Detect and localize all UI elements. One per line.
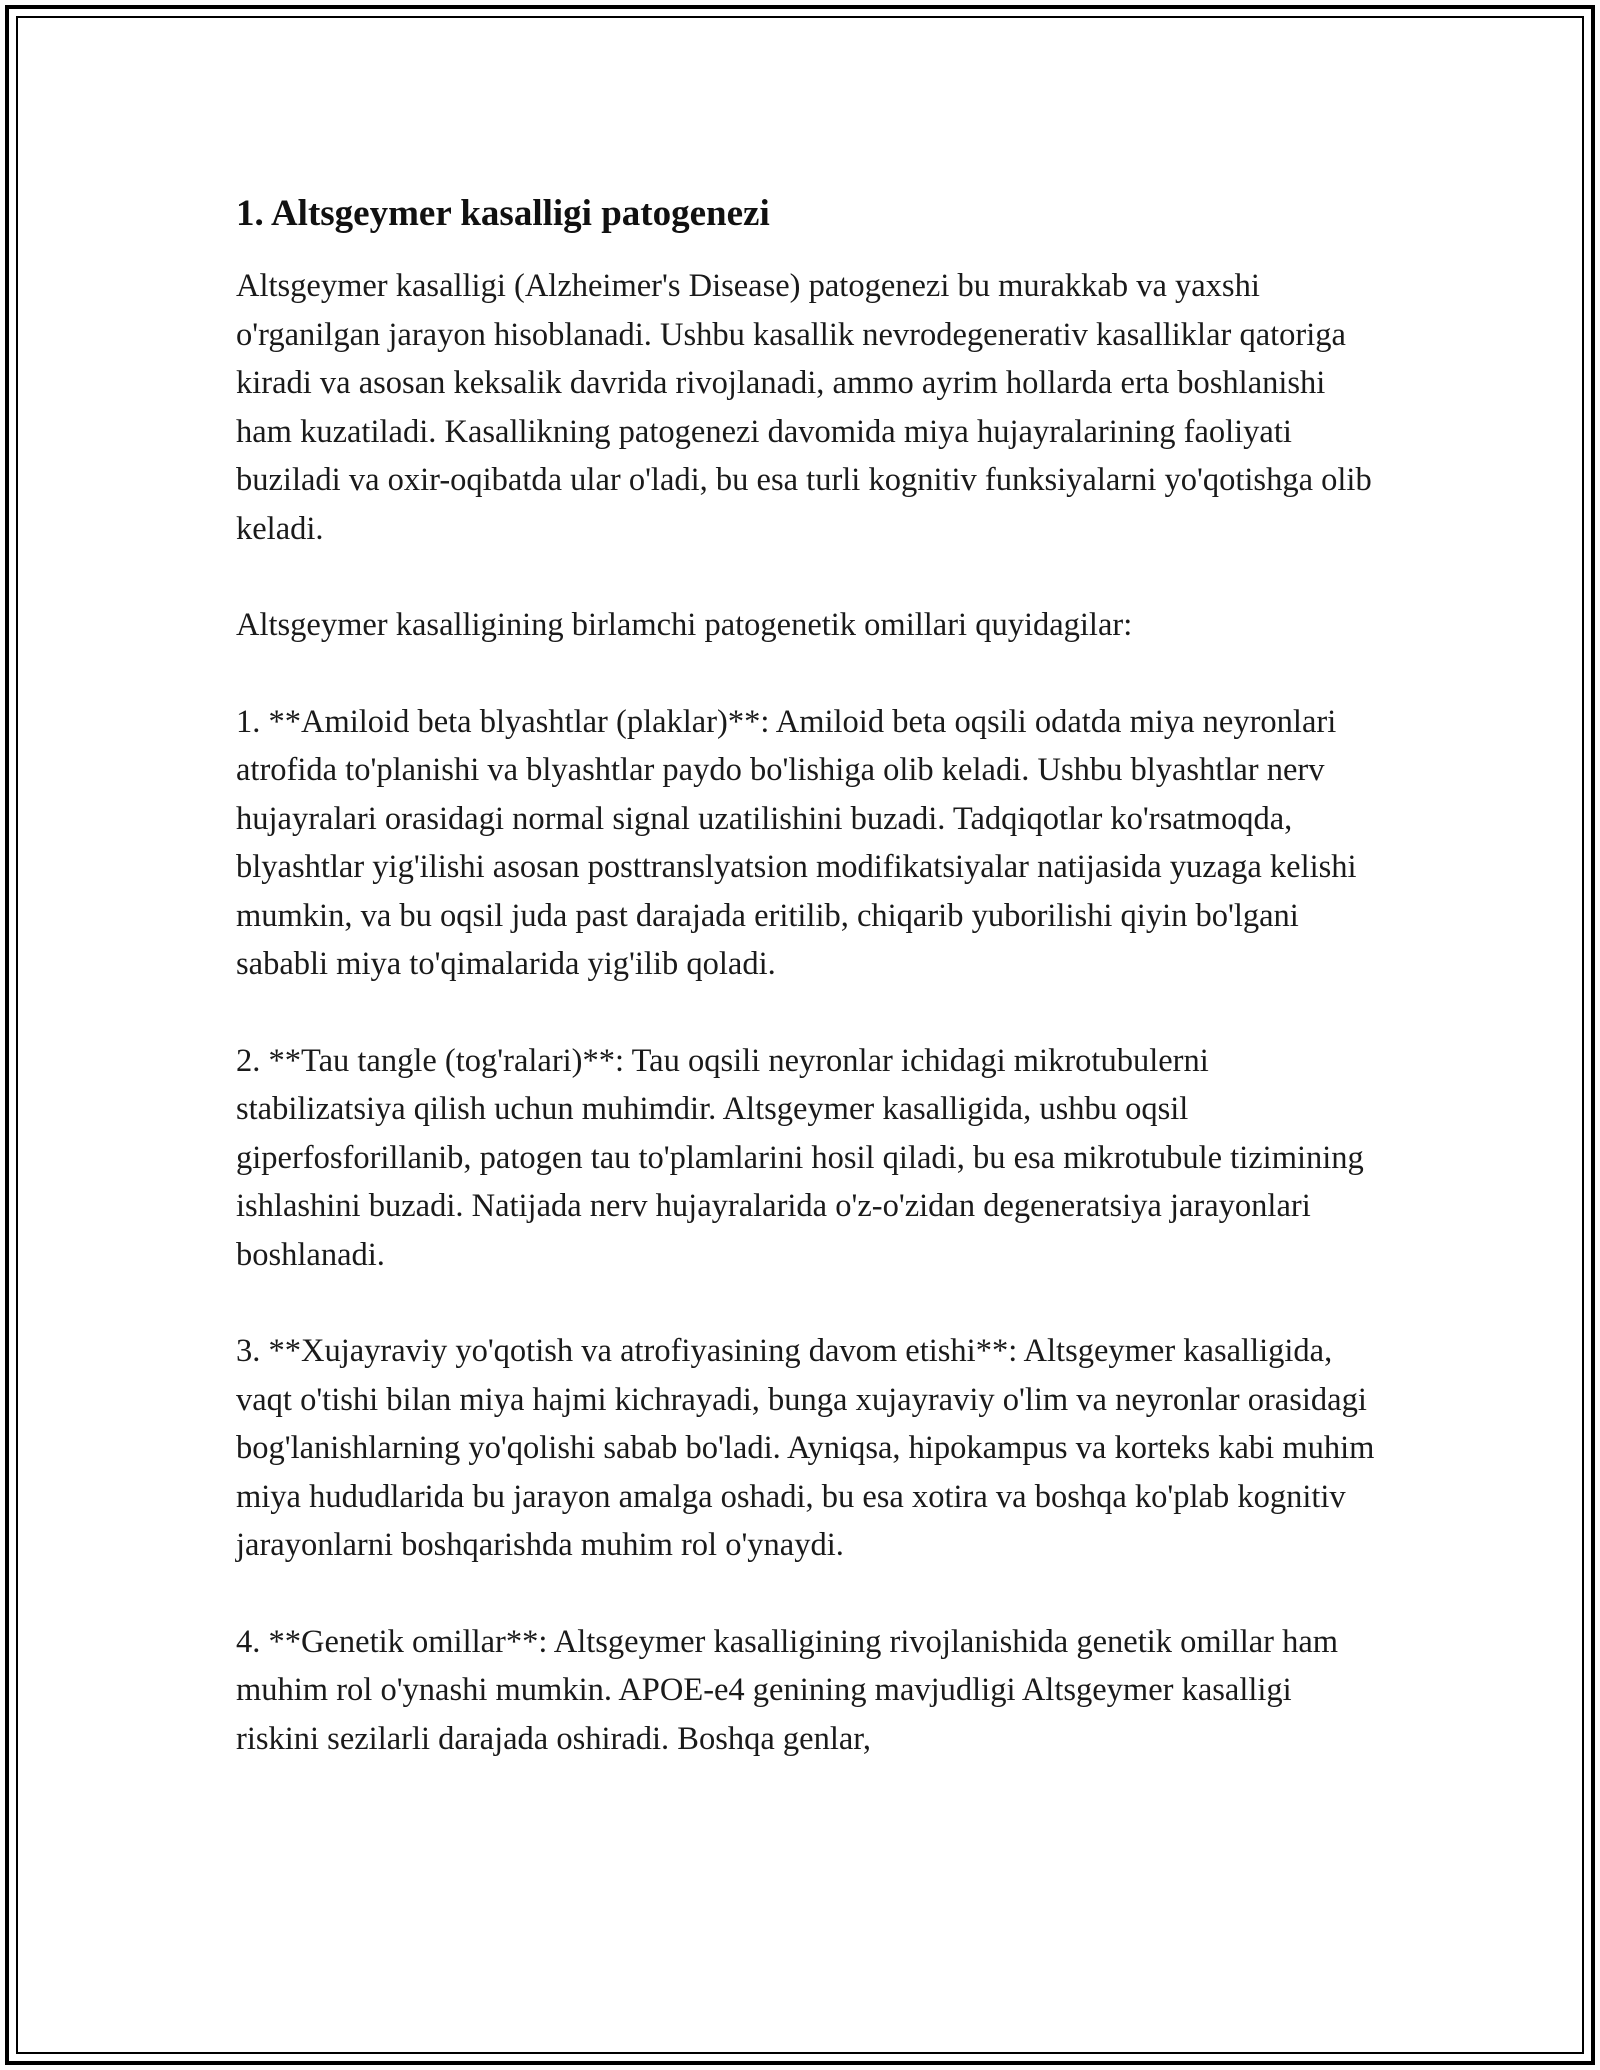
paragraph-intro: Altsgeymer kasalligi (Alzheimer's Disease) patogenezi bu murakkab va yaxshi o'rganilgan jarayon hisoblanadi. Ushbu kasallik nevrodegenerativ kasalliklar qatoriga kiradi va asosan keksalik davrida rivojlanadi, ammo ayrim hollarda erta boshlanishi ham kuzatiladi. Kasallikning patogenezi davomida miya hujayralarining faoliyati buziladi va oxir-oqibatda ular o'ladi, bu esa turli kognitiv funksiyalarni yo'qotishga olib keladi. [236,268,1372,547]
document-body [236,188,1376,1811]
paragraph-tau: 2. **Tau tangle (tog'ralari)**: Tau oqsili neyronlar ichidagi mikrotubulerni stabilizatsiya qilish uchun muhimdir. Altsgeymer kasalligida, ushbu oqsil giperfosforillanib, patogen tau to'plamlarini hosil qiladi, bu esa mikrotubule tizimining ishlashini buzadi. Natijada nerv hujayralarida o'z-o'zidan degeneratsiya jarayonlari boshlanadi. [236,1042,1364,1273]
paragraph-genetics: 4. **Genetik omillar**: Altsgeymer kasalligining rivojlanishida genetik omillar ham muhim rol o'ynashi mumkin. APOE-e4 genining mavjudligi Altsgeymer kasalligi riskini sezilarli darajada oshiradi. Boshqa genlar, [236,1623,1339,1757]
paragraph-atrophy: 3. **Xujayraviy yo'qotish va atrofiyasining davom etishi**: Altsgeymer kasalligida, vaqt o'tishi bilan miya hajmi kichrayadi, bunga xujayraviy o'lim va neyronlar orasidagi bog'lanishlarning yo'qolishi sabab bo'ladi. Ayniqsa, hipokampus va korteks kabi muhim miya hududlarida bu jarayon amalga oshadi, bu esa xotira va boshqa ko'plab kognitiv jarayonlarni boshqarishda muhim rol o'ynaydi. [236,1333,1375,1563]
paragraph-factors-lead: Altsgeymer kasalligining birlamchi patogenetik omillari quyidagilar: [236,607,1133,643]
paragraph-amyloid: 1. **Amiloid beta blyashtlar (plaklar)**: Amiloid beta oqsili odatda miya neyronlari atrofida to'planishi va blyashtlar paydo bo'lishiga olib keladi. Ushbu blyashtlar nerv hujayralari orasidagi normal signal uzatilishini buzadi. Tadqiqotlar ko'rsatmoqda, blyashtlar yig'ilishi asosan posttranslyatsion modifikatsiyalar natijasida yuzaga kelishi mumkin, va bu oqsil juda past darajada eritilib, chiqarib yuborilishi qiyin bo'lgani sababli miya to'qimalarida yig'ilib qoladi. [236,703,1357,982]
section-heading: 1. Altsgeymer kasalligi patogenezi [236,193,770,234]
